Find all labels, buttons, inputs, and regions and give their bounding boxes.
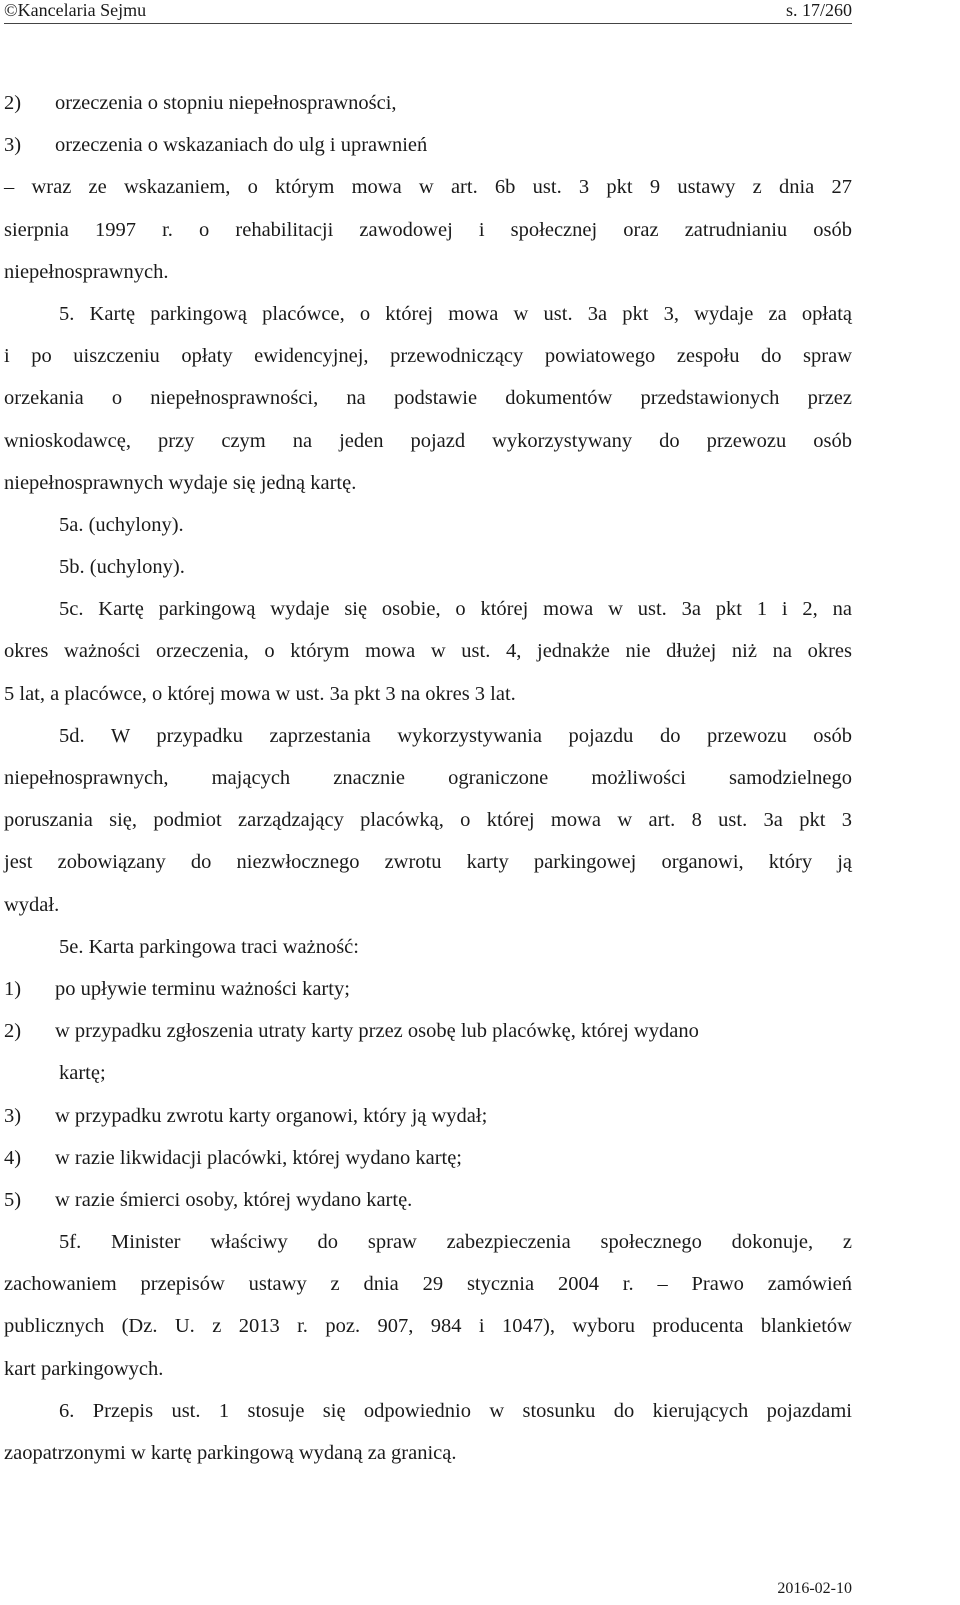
list-text: orzeczenia o wskazaniach do ulg i uprawnień bbox=[55, 134, 428, 157]
text-line: 5 lat, a placówce, o której mowa w ust. 3a pkt 3 na okres 3 lat. bbox=[4, 682, 516, 705]
text-line: zachowaniem przepisów ustawy z dnia 29 stycznia 2004 r. – Prawo zamówień bbox=[4, 1273, 852, 1296]
text-line: niepełnosprawnych wydaje się jedną kartę. bbox=[4, 471, 357, 494]
text-line: wnioskodawcę, przy czym na jeden pojazd wykorzystywany do przewozu osób bbox=[4, 429, 852, 452]
list-item-2 bbox=[4, 82, 852, 124]
page-header bbox=[4, 0, 852, 26]
list-continuation: kartę; bbox=[59, 1062, 106, 1085]
list-text: w przypadku zgłoszenia utraty karty przez osobę lub placówkę, której wydano bbox=[55, 1020, 699, 1043]
list-item-1 bbox=[4, 968, 852, 1010]
list-item-3 bbox=[4, 124, 852, 166]
list-number: 4) bbox=[4, 1146, 22, 1169]
list-number: 3) bbox=[4, 1104, 22, 1127]
page-number: s. 17/260 bbox=[785, 0, 852, 20]
list-text: po upływie terminu ważności karty; bbox=[55, 977, 350, 1000]
paragraph-5d-start: 5d. W przypadku zaprzestania wykorzystywania pojazdu do przewozu osób bbox=[59, 724, 852, 747]
paragraph-5e: 5e. Karta parkingowa traci ważność: bbox=[59, 935, 359, 958]
paragraph-5a: 5a. (uchylony). bbox=[59, 513, 184, 536]
text-line: okres ważności orzeczenia, o którym mowa w ust. 4, jednakże nie dłużej niż na okres bbox=[4, 640, 852, 663]
list-number: 1) bbox=[4, 977, 22, 1000]
text-line: zaopatrzonymi w kartę parkingową wydaną za granicą. bbox=[4, 1442, 457, 1464]
text-line: niepełnosprawnych. bbox=[4, 260, 169, 283]
paragraph-6-start: 6. Przepis ust. 1 stosuje się odpowiednio w stosunku do kierujących pojazdami bbox=[59, 1399, 852, 1422]
copyright-label: ©Kancelaria Sejmu bbox=[4, 0, 147, 20]
text-line: – wraz ze wskazaniem, o którym mowa w art. 6b ust. 3 pkt 9 ustawy z dnia 27 bbox=[4, 176, 852, 199]
list-text: orzeczenia o stopniu niepełnosprawności, bbox=[55, 92, 397, 114]
text-line: niepełnosprawnych, mających znacznie ograniczone możliwości samodzielnego bbox=[4, 767, 852, 789]
list-text: w razie likwidacji placówki, której wydano kartę; bbox=[55, 1146, 463, 1169]
paragraph-5-start: 5. Kartę parkingową placówce, o której mowa w ust. 3a pkt 3, wydaje za opłatą bbox=[59, 302, 852, 325]
list-item-4 bbox=[4, 1137, 852, 1179]
page-footer-date: 2016-02-10 bbox=[777, 1580, 852, 1597]
paragraph-5b: 5b. (uchylony). bbox=[59, 556, 185, 579]
text-line: wydał. bbox=[4, 893, 60, 916]
text-line: sierpnia 1997 r. o rehabilitacji zawodowej i społecznej oraz zatrudnianiu osób bbox=[4, 218, 852, 241]
text-line: poruszania się, podmiot zarządzający placówką, o której mowa w art. 8 ust. 3a pkt 3 bbox=[4, 809, 852, 832]
text-line: publicznych (Dz. U. z 2013 r. poz. 907, 984 i 1047), wyboru producenta blankietów bbox=[4, 1315, 852, 1338]
list-text: w razie śmierci osoby, której wydano kartę. bbox=[55, 1188, 413, 1211]
text-line: orzekania o niepełnosprawności, na podstawie dokumentów przedstawionych przez bbox=[4, 387, 852, 410]
header-divider bbox=[4, 23, 852, 24]
document-body bbox=[4, 82, 852, 1474]
list-number: 5) bbox=[4, 1188, 22, 1211]
list-number: 2) bbox=[4, 92, 22, 114]
list-text: w przypadku zwrotu karty organowi, który ją wydał; bbox=[55, 1104, 488, 1127]
list-item-5 bbox=[4, 1179, 852, 1221]
paragraph-5f-start: 5f. Minister właściwy do spraw zabezpieczenia społecznego dokonuje, z bbox=[59, 1231, 852, 1254]
paragraph-5c-start: 5c. Kartę parkingową wydaje się osobie, o której mowa w ust. 3a pkt 1 i 2, na bbox=[59, 598, 852, 621]
text-line: jest zobowiązany do niezwłocznego zwrotu karty parkingowej organowi, który ją bbox=[4, 851, 852, 874]
text-line: kart parkingowych. bbox=[4, 1357, 164, 1380]
list-item-3 bbox=[4, 1095, 852, 1137]
list-number: 2) bbox=[4, 1020, 22, 1043]
list-number: 3) bbox=[4, 134, 22, 157]
text-line: i po uiszczeniu opłaty ewidencyjnej, przewodniczący powiatowego zespołu do spraw bbox=[4, 345, 852, 368]
list-item-2 bbox=[4, 1010, 852, 1052]
